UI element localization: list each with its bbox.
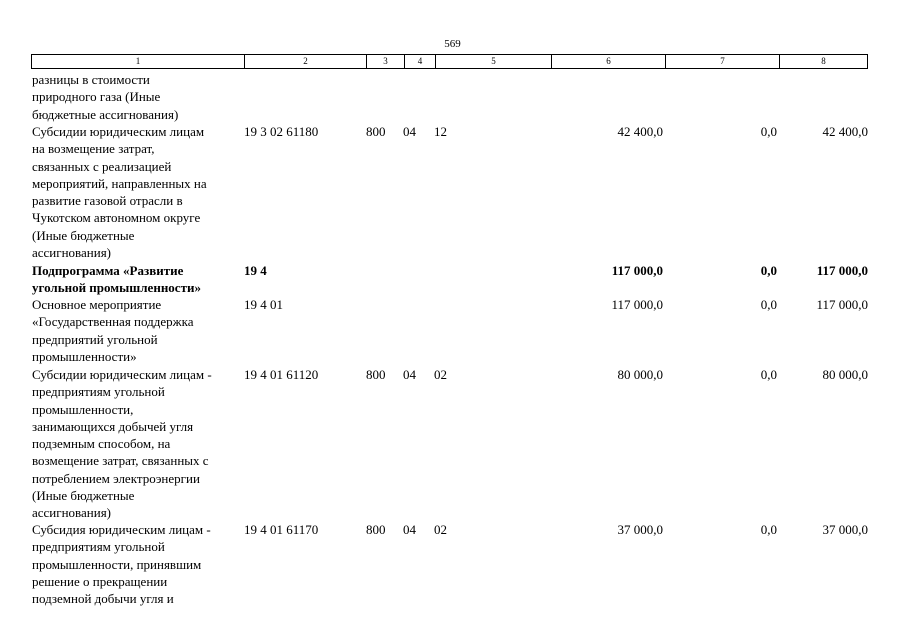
row-name-line: предприятиям угольной bbox=[32, 539, 165, 555]
row-name-line: промышленности, bbox=[32, 401, 134, 417]
column-header-8: 8 bbox=[779, 55, 867, 68]
row-name-line: подземным способом, на bbox=[32, 436, 171, 452]
row-name bbox=[32, 71, 242, 123]
table-row bbox=[31, 123, 868, 261]
row-name-line: Чукотском автономном округе bbox=[32, 210, 201, 226]
row-name-line: бюджетные ассигнования) bbox=[32, 106, 179, 122]
row-name bbox=[32, 296, 242, 365]
row-name bbox=[32, 521, 242, 607]
classification-code: 19 4 bbox=[244, 263, 267, 278]
expense-type: 800 bbox=[366, 124, 386, 139]
expense-type: 800 bbox=[366, 522, 386, 537]
amount-col-7: 0,0 bbox=[760, 297, 777, 312]
column-header-2: 2 bbox=[244, 55, 366, 68]
amount-col-8: 42 400,0 bbox=[822, 124, 868, 139]
row-name-line: промышленности, принявшим bbox=[32, 556, 202, 572]
section: 04 bbox=[403, 367, 416, 382]
row-name-line: возмещение затрат, связанных с bbox=[32, 453, 209, 469]
amount-col-7: 0,0 bbox=[760, 367, 777, 382]
row-name-line: на возмещение затрат, bbox=[32, 141, 155, 157]
column-header-3: 3 bbox=[366, 55, 404, 68]
page-number: 569 bbox=[444, 38, 461, 50]
amount-col-6: 37 000,0 bbox=[617, 522, 663, 537]
amount-col-6: 117 000,0 bbox=[611, 263, 663, 278]
subsection: 02 bbox=[434, 367, 447, 382]
row-name-line: решение о прекращении bbox=[32, 573, 168, 589]
table-row bbox=[31, 366, 868, 522]
table-row bbox=[31, 521, 868, 608]
row-name-line: Субсидия юридическим лицам - bbox=[32, 522, 211, 537]
row-name-line: ассигнования) bbox=[32, 245, 112, 261]
classification-code: 19 4 01 61120 bbox=[244, 367, 319, 382]
section: 04 bbox=[403, 522, 416, 537]
table-row bbox=[31, 296, 868, 365]
column-header-7: 7 bbox=[665, 55, 779, 68]
expense-type: 800 bbox=[366, 367, 386, 382]
row-name-line: разницы в стоимости bbox=[32, 72, 150, 87]
column-header-5: 5 bbox=[435, 55, 551, 68]
row-name-line: угольной промышленности» bbox=[32, 280, 201, 296]
row-name-line: (Иные бюджетные bbox=[32, 488, 135, 504]
row-name-line: промышленности» bbox=[32, 348, 137, 364]
amount-col-6: 42 400,0 bbox=[617, 124, 663, 139]
row-name-line: потреблением электроэнергии bbox=[32, 470, 200, 486]
amount-col-8: 117 000,0 bbox=[816, 297, 868, 312]
row-name-line: «Государственная поддержка bbox=[32, 314, 194, 330]
row-name-line: Основное мероприятие bbox=[32, 297, 162, 312]
column-header-6: 6 bbox=[551, 55, 665, 68]
classification-code: 19 4 01 bbox=[244, 297, 283, 312]
column-header-1: 1 bbox=[135, 56, 141, 66]
row-name-line: предприятий угольной bbox=[32, 331, 158, 347]
row-name bbox=[32, 262, 242, 297]
row-name-line: развитие газовой отрасли в bbox=[32, 193, 183, 209]
amount-col-6: 80 000,0 bbox=[617, 367, 663, 382]
amount-col-6: 117 000,0 bbox=[611, 297, 663, 312]
amount-col-7: 0,0 bbox=[760, 263, 777, 278]
column-header-4: 4 bbox=[404, 55, 435, 68]
table-row bbox=[31, 262, 868, 297]
row-name bbox=[32, 123, 242, 261]
subsection: 12 bbox=[434, 124, 447, 139]
row-name-line: Субсидии юридическим лицам bbox=[32, 124, 205, 139]
amount-col-7: 0,0 bbox=[760, 124, 777, 139]
amount-col-7: 0,0 bbox=[760, 522, 777, 537]
classification-code: 19 3 02 61180 bbox=[244, 124, 319, 139]
row-name-line: связанных с реализацией bbox=[32, 158, 172, 174]
row-name-line: занимающихся добычей угля bbox=[32, 418, 194, 434]
row-name-line: природного газа (Иные bbox=[32, 89, 161, 105]
row-name-line: подземной добычи угля и bbox=[32, 591, 174, 607]
classification-code: 19 4 01 61170 bbox=[244, 522, 319, 537]
row-name-line: предприятиям угольной bbox=[32, 384, 165, 400]
row-name bbox=[32, 366, 242, 522]
row-name-line: (Иные бюджетные bbox=[32, 227, 135, 243]
table-header bbox=[31, 54, 868, 69]
section: 04 bbox=[403, 124, 416, 139]
row-name-line: мероприятий, направленных на bbox=[32, 175, 207, 191]
subsection: 02 bbox=[434, 522, 447, 537]
row-name-line: Подпрограмма «Развитие bbox=[32, 263, 184, 278]
amount-col-8: 80 000,0 bbox=[822, 367, 868, 382]
amount-col-8: 117 000,0 bbox=[816, 263, 868, 278]
row-name-line: ассигнования) bbox=[32, 505, 112, 521]
row-name-line: Субсидии юридическим лицам - bbox=[32, 367, 212, 382]
amount-col-8: 37 000,0 bbox=[822, 522, 868, 537]
table-row bbox=[31, 71, 868, 123]
